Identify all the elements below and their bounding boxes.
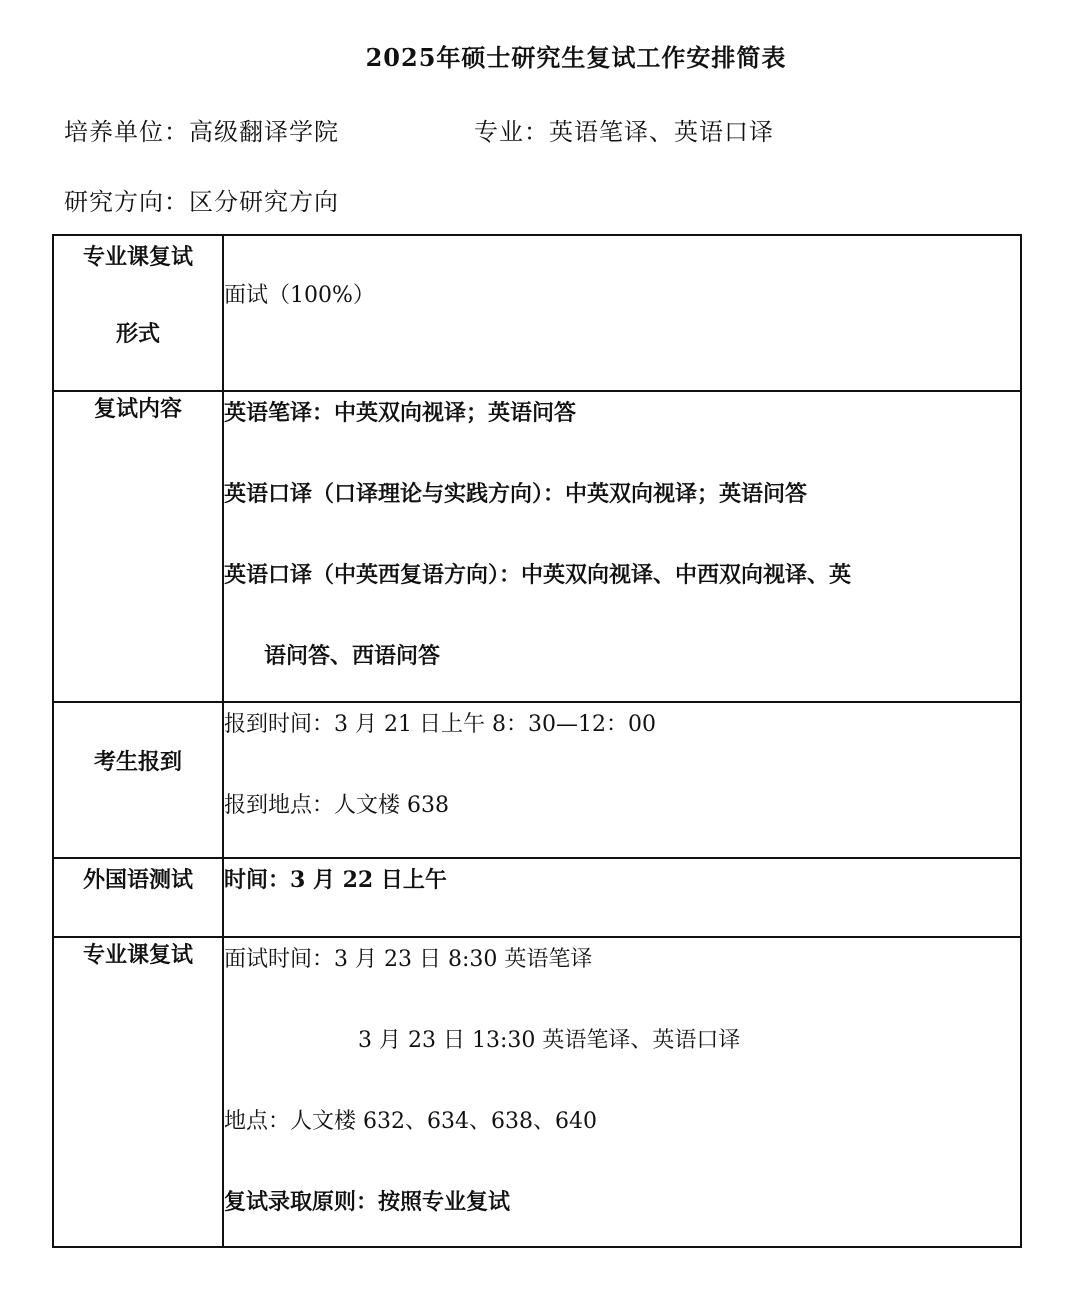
major [474,112,774,147]
training-unit-value: 高级翻译学院 [189,118,339,146]
schedule-table [52,234,1022,1248]
row-label-line: 专业课复试 [82,244,193,270]
table-row-format [53,235,1021,391]
content-line: 时间：3 月 22 日上午 [224,867,447,893]
row-label-line: 外国语测试 [82,867,193,893]
major-label: 专业： [474,118,549,146]
content-line: 报到地点：人文楼 638 [224,793,449,818]
row-label-registration [53,702,223,858]
row-content-language-test [223,858,1021,937]
research-direction-label: 研究方向： [64,188,189,216]
content-line: 复试录取原则：按照专业复试 [224,1189,511,1215]
content-line: 英语口译（中英西复语方向）：中英双向视译、中西双向视译、英 [224,562,852,588]
research-direction-value: 区分研究方向 [189,188,339,216]
row-label-format [53,235,223,391]
content-line: 面试时间：3 月 23 日 8:30 英语笔译 [224,947,593,972]
row-label-line: 考生报到 [93,749,182,775]
content-line: 面试（100%） [224,283,375,308]
row-content-interview [223,937,1021,1247]
content-line: 地点：人文楼 632、634、638、640 [224,1109,597,1134]
content-line: 英语笔译：中英双向视译；英语问答 [224,400,577,426]
content-line: 英语口译（口译理论与实践方向）：中英双向视译；英语问答 [224,481,808,507]
content-line: 3 月 23 日 13:30 英语笔译、英语口译 [358,1028,741,1053]
content-line: 报到时间：3 月 21 日上午 8：30—12：00 [224,712,656,737]
table-row-language-test [53,858,1021,937]
row-label-exam-content: 复试内容 [53,391,223,702]
training-unit [64,112,339,147]
row-content-exam-content [223,391,1021,702]
row-content-registration [223,702,1021,858]
table-row-interview [53,937,1021,1247]
document-title: 2025年硕士研究生复试工作安排简表 [365,43,787,72]
research-direction [64,182,339,217]
row-label-interview: 专业课复试 [53,937,223,1247]
major-value: 英语笔译、英语口译 [549,118,774,146]
content-line: 语问答、西语问答 [264,643,441,669]
training-unit-label: 培养单位： [64,118,189,146]
table-row-registration [53,702,1021,858]
row-label-line: 形式 [115,321,160,347]
table-row-exam-content [53,391,1021,702]
row-label-language-test [53,858,223,937]
row-content-format [223,235,1021,391]
